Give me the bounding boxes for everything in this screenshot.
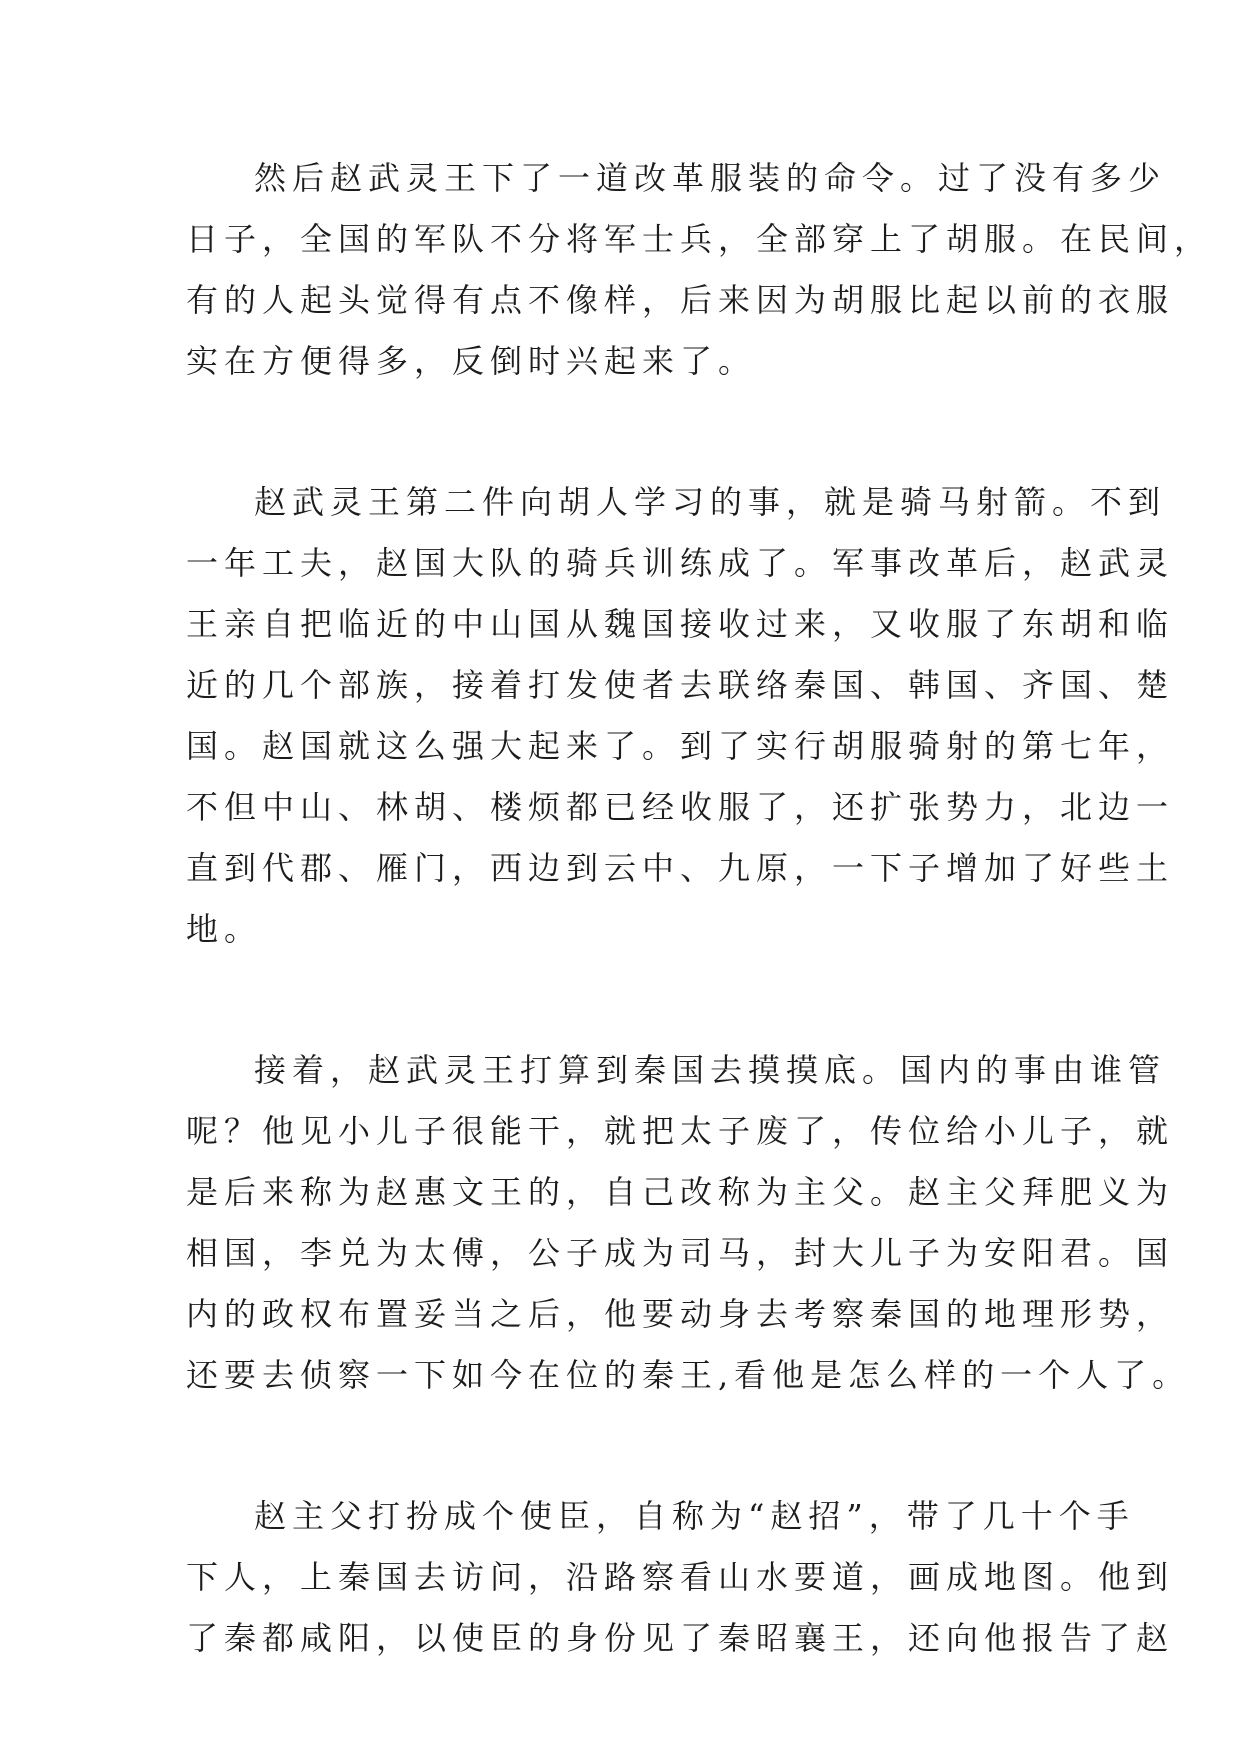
text-line: 日子，全国的军队不分将军士兵，全部穿上了胡服。在民间， (186, 220, 1213, 258)
text-line: 是后来称为赵惠文王的，自己改称为主父。赵主父拜肥义为 (186, 1173, 1175, 1211)
text-column (186, 148, 1213, 1669)
text-line: 呢？他见小儿子很能干，就把太子废了，传位给小儿子，就 (186, 1112, 1175, 1150)
text-line: 下人，上秦国去访问，沿路察看山水要道，画成地图。他到 (186, 1558, 1175, 1596)
paragraph-1 (186, 148, 1213, 392)
text-line: 王亲自把临近的中山国从魏国接收过来，又收服了东胡和临 (186, 605, 1175, 643)
text-line: 然后赵武灵王下了一道改革服装的命令。过了没有多少 (254, 159, 1167, 197)
text-line: 赵主父打扮成个使臣，自称为“赵招”，带了几十个手 (254, 1497, 1135, 1535)
text-line: 了秦都咸阳，以使臣的身份见了秦昭襄王，还向他报告了赵 (186, 1619, 1175, 1657)
text-line: 不但中山、林胡、楼烦都已经收服了，还扩张势力，北边一 (186, 788, 1175, 826)
text-line: 近的几个部族，接着打发使者去联络秦国、韩国、齐国、楚 (186, 666, 1175, 704)
text-line: 有的人起头觉得有点不像样，后来因为胡服比起以前的衣服 (186, 281, 1175, 319)
text-line: 相国，李兑为太傅，公子成为司马，封大儿子为安阳君。国 (186, 1234, 1175, 1272)
text-line: 赵武灵王第二件向胡人学习的事，就是骑马射箭。不到 (254, 483, 1167, 521)
text-line: 直到代郡、雁门，西边到云中、九原，一下子增加了好些土 (186, 849, 1175, 887)
paragraph-2 (186, 472, 1175, 960)
paragraph-4 (186, 1486, 1175, 1669)
text-line: 接着，赵武灵王打算到秦国去摸摸底。国内的事由谁管 (254, 1051, 1167, 1089)
text-line: 内的政权布置妥当之后，他要动身去考察秦国的地理形势， (186, 1295, 1175, 1333)
text-line: 地。 (186, 910, 263, 948)
text-line: 还要去侦察一下如今在位的秦王,看他是怎么样的一个人了。 (186, 1356, 1191, 1394)
text-line: 国。赵国就这么强大起来了。到了实行胡服骑射的第七年， (186, 727, 1175, 765)
text-line: 一年工夫，赵国大队的骑兵训练成了。军事改革后，赵武灵 (186, 544, 1175, 582)
paragraph-3 (186, 1040, 1191, 1406)
text-line: 实在方便得多，反倒时兴起来了。 (186, 342, 757, 380)
